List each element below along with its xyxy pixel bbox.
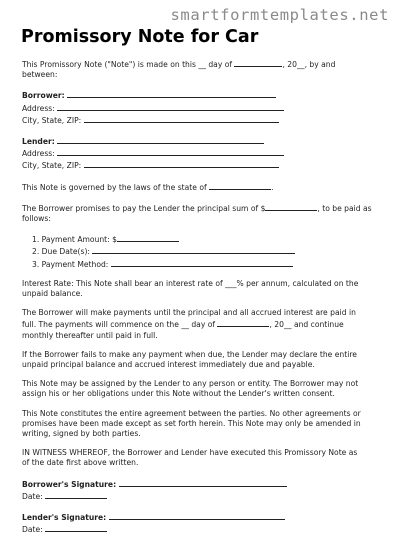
assignment-line-2: assign his or her obligations under this Note without the Lender's written consent.: [22, 389, 335, 399]
principal-text: The Borrower promises to pay the Lender the principal sum of $: [22, 203, 266, 213]
payment-method-label: 3. Payment Method:: [32, 259, 109, 269]
borrower-name-blank[interactable]: [67, 89, 276, 98]
interest-line-1: Interest Rate: This Note shall bear an interest rate of ___% per annum, calculated on the: [22, 278, 359, 288]
payment-method-blank[interactable]: [111, 258, 293, 267]
lender-signature-label: Lender's Signature:: [22, 513, 107, 523]
schedule-line-1: The Borrower will make payments until the principal and all accrued interest are paid in: [22, 308, 356, 318]
borrower-city-blank[interactable]: [84, 114, 279, 123]
lender-signature-block: [22, 511, 387, 535]
default-line-1: If the Borrower fails to make any payment when due, the Lender may declare the entire: [22, 349, 357, 359]
borrower-address-blank[interactable]: [57, 102, 284, 111]
lender-city-label: City, State, ZIP:: [22, 161, 82, 171]
payment-amount-blank[interactable]: [117, 233, 179, 242]
list-item: [22, 245, 387, 257]
intro-day-blank[interactable]: [234, 58, 282, 67]
schedule-line-2-after: , 20__ and continue: [269, 320, 344, 330]
borrower-signature-block: [22, 478, 387, 502]
intro-text: This Promissory Note ("Note") is made on this __ day of: [22, 60, 233, 69]
borrower-date-label: Date:: [22, 491, 43, 501]
witness-paragraph: [22, 448, 387, 468]
lender-section: [22, 135, 387, 172]
governing-law-suffix: .: [271, 182, 274, 192]
governing-law-text: This Note is governed by the laws of the state of: [22, 182, 207, 192]
payment-list: [22, 233, 387, 270]
watermark: smartformtemplates.net: [170, 6, 389, 24]
lender-label: Lender:: [22, 137, 55, 147]
witness-line-1: IN WITNESS WHEREOF, the Borrower and Lender have executed this Promissory Note as: [22, 448, 358, 458]
entire-agreement-paragraph: [22, 409, 387, 440]
intro-text-mid: , 20__, by and: [282, 60, 336, 69]
borrower-signature-label: Borrower's Signature:: [22, 479, 117, 489]
principal-text-line2: follows:: [22, 214, 51, 224]
list-item: [22, 233, 387, 245]
assignment-paragraph: [22, 379, 387, 399]
borrower-signature-blank[interactable]: [119, 478, 287, 487]
default-line-2: unpaid principal balance and accrued interest immediately due and payable.: [22, 360, 315, 370]
lender-name-blank[interactable]: [57, 135, 264, 144]
lender-city-blank[interactable]: [84, 159, 279, 168]
borrower-section: [22, 89, 387, 126]
governing-law-paragraph: [22, 181, 387, 193]
borrower-address-label: Address:: [22, 103, 55, 113]
entire-agreement-line-2: promises have been made except as set forth herein. This Note may only be amended in: [22, 418, 361, 428]
borrower-city-label: City, State, ZIP:: [22, 115, 82, 125]
schedule-line-3: monthly thereafter until paid in full.: [22, 330, 158, 340]
schedule-paragraph: [22, 308, 387, 341]
entire-agreement-line-3: writing, signed by both parties.: [22, 429, 141, 439]
lender-address-label: Address:: [22, 149, 55, 159]
interest-paragraph: [22, 279, 387, 299]
schedule-line-2: full. The payments will commence on the __ day of: [22, 320, 216, 330]
principal-amount-blank[interactable]: [265, 202, 317, 211]
lender-address-blank[interactable]: [57, 147, 284, 156]
interest-line-2: unpaid balance.: [22, 289, 83, 299]
intro-paragraph: [22, 58, 387, 80]
due-dates-label: 2. Due Date(s):: [32, 247, 90, 257]
lender-date-blank[interactable]: [45, 523, 107, 532]
default-paragraph: [22, 350, 387, 370]
due-dates-blank[interactable]: [92, 245, 295, 254]
assignment-line-1: This Note may be assigned by the Lender to any person or entity. The Borrower may not: [22, 379, 359, 389]
document-body: [22, 58, 387, 536]
borrower-date-blank[interactable]: [45, 490, 107, 499]
lender-signature-blank[interactable]: [109, 511, 285, 520]
list-item: [22, 258, 387, 270]
schedule-month-blank[interactable]: [217, 318, 269, 327]
payment-amount-label: 1. Payment Amount: $: [32, 235, 117, 245]
principal-paragraph: [22, 202, 387, 224]
entire-agreement-line-1: This Note constitutes the entire agreement between the parties. No other agreements or: [22, 408, 361, 418]
principal-text-after: , to be paid as: [317, 203, 372, 213]
intro-text-after: between:: [22, 70, 58, 80]
document-title: Promissory Note for Car: [21, 27, 259, 47]
witness-line-2: of the date first above written.: [22, 458, 139, 468]
lender-date-label: Date:: [22, 525, 43, 535]
borrower-label: Borrower:: [22, 91, 65, 101]
governing-state-blank[interactable]: [209, 181, 274, 192]
